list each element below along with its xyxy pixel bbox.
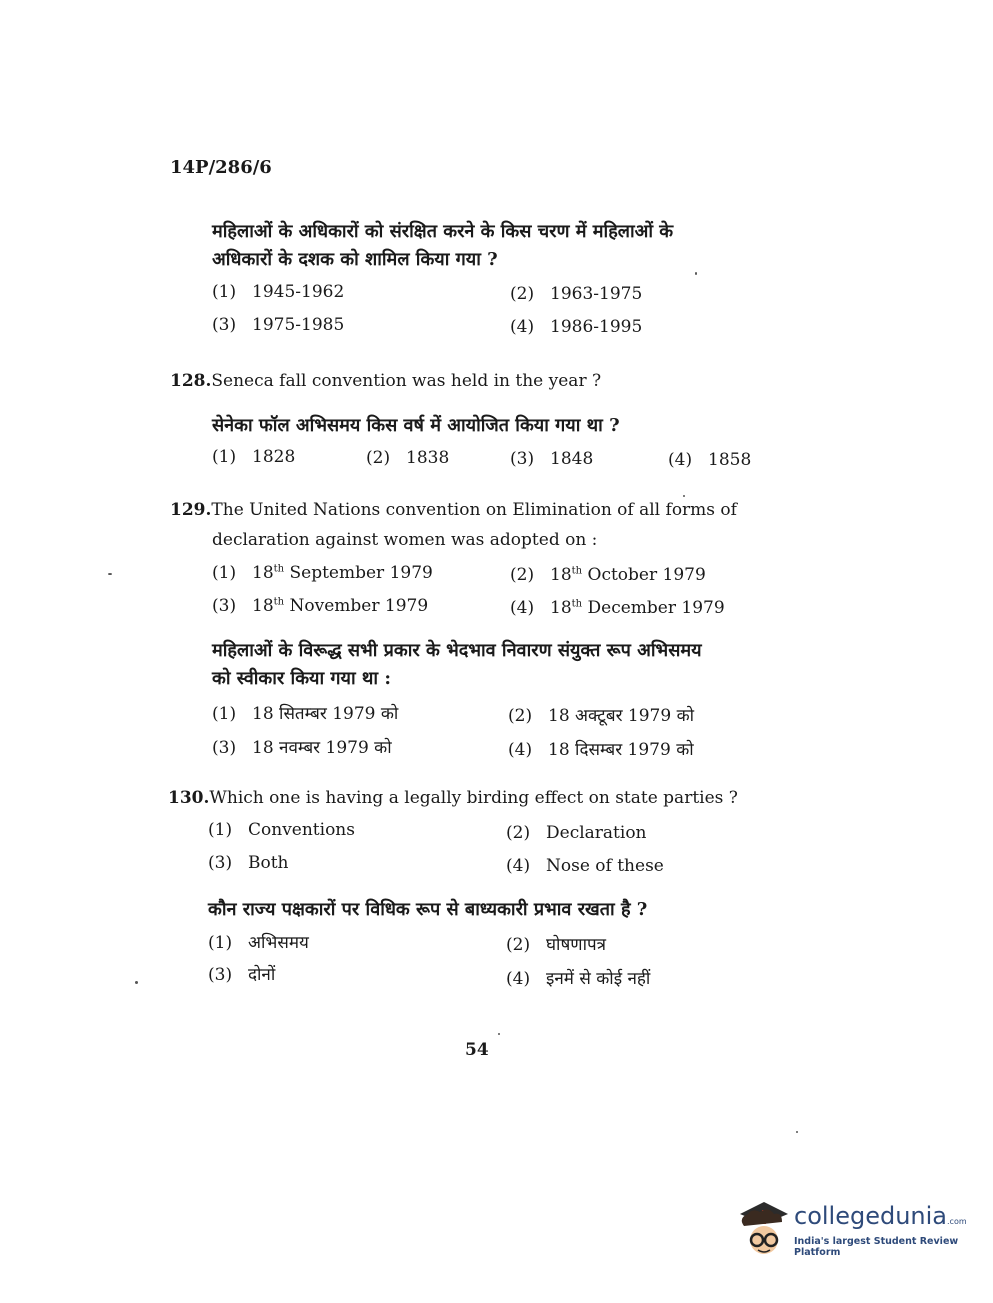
- brand-name: collegedunia: [794, 1202, 948, 1230]
- q130-question-hi: कौन राज्य पक्षकारों पर विधिक रूप से बाध्यकारी प्रभाव रखता है ?: [208, 899, 648, 920]
- scan-speck: [695, 272, 697, 275]
- scan-speck: [135, 981, 138, 984]
- scan-speck: [796, 1131, 798, 1133]
- q130-option-hi-3: (3) दोनों: [208, 965, 276, 985]
- q130-option-en-3: (3) Both: [208, 853, 289, 873]
- q128-question-hi: सेनेका फॉल अभिसमय किस वर्ष में आयोजित किया गया था ?: [212, 415, 620, 436]
- q129-option-en-1: (1) 18th September 1979: [212, 563, 433, 583]
- q129-question-en-line2: declaration against women was adopted on :: [212, 530, 598, 550]
- scan-speck: [108, 573, 112, 575]
- q128-question-en: 128.Seneca fall convention was held in the year ?: [170, 371, 602, 391]
- q128-option-4: (4) 1858: [668, 450, 752, 470]
- q128-option-2: (2) 1838: [366, 448, 450, 468]
- collegedunia-logo: [734, 1196, 967, 1260]
- q129-option-en-3: (3) 18th November 1979: [212, 596, 429, 616]
- scan-speck: [498, 1033, 500, 1035]
- q129-option-hi-1: (1) 18 सितम्बर 1979 को: [212, 704, 399, 724]
- q130-option-en-4: (4) Nose of these: [506, 856, 664, 876]
- page-number: 54: [465, 1040, 489, 1060]
- q129-question-hi-line1: महिलाओं के विरूद्ध सभी प्रकार के भेदभाव निवारण संयुक्त रूप अभिसमय: [212, 640, 702, 661]
- brand-tagline: India's largest Student Review Platform: [794, 1236, 959, 1258]
- q127-option-2: (2) 1963-1975: [510, 284, 643, 304]
- q127-hindi-line2: अधिकारों के दशक को शामिल किया गया ?: [212, 249, 498, 270]
- q127-option-3: (3) 1975-1985: [212, 315, 345, 335]
- q130-option-en-1: (1) Conventions: [208, 820, 355, 840]
- q130-question-en: 130.Which one is having a legally birding effect on state parties ?: [168, 788, 738, 808]
- q129-option-hi-3: (3) 18 नवम्बर 1979 को: [212, 738, 392, 758]
- q129-option-hi-4: (4) 18 दिसम्बर 1979 को: [508, 740, 694, 760]
- q129-option-en-2: (2) 18th October 1979: [510, 565, 706, 585]
- brand-suffix: .com: [947, 1217, 967, 1226]
- paper-code: 14P/286/6: [170, 157, 272, 178]
- q129-question-hi-line2: को स्वीकार किया गया था :: [212, 668, 391, 689]
- q129-option-hi-2: (2) 18 अक्टूबर 1979 को: [508, 706, 695, 726]
- q128-option-1: (1) 1828: [212, 447, 296, 467]
- q128-option-3: (3) 1848: [510, 449, 594, 469]
- q129-option-en-4: (4) 18th December 1979: [510, 598, 725, 618]
- mascot-icon: [734, 1196, 790, 1260]
- q130-option-hi-2: (2) घोषणापत्र: [506, 935, 607, 955]
- q130-option-hi-1: (1) अभिसमय: [208, 933, 309, 953]
- q127-option-1: (1) 1945-1962: [212, 282, 345, 302]
- q129-question-en-line1: 129.The United Nations convention on Elimination of all forms of: [170, 500, 737, 520]
- q130-option-hi-4: (4) इनमें से कोई नहीं: [506, 969, 651, 989]
- q127-hindi-line1: महिलाओं के अधिकारों को संरक्षित करने के किस चरण में महिलाओं के: [212, 221, 674, 242]
- q127-option-4: (4) 1986-1995: [510, 317, 643, 337]
- scan-speck: [683, 495, 685, 497]
- q130-option-en-2: (2) Declaration: [506, 823, 647, 843]
